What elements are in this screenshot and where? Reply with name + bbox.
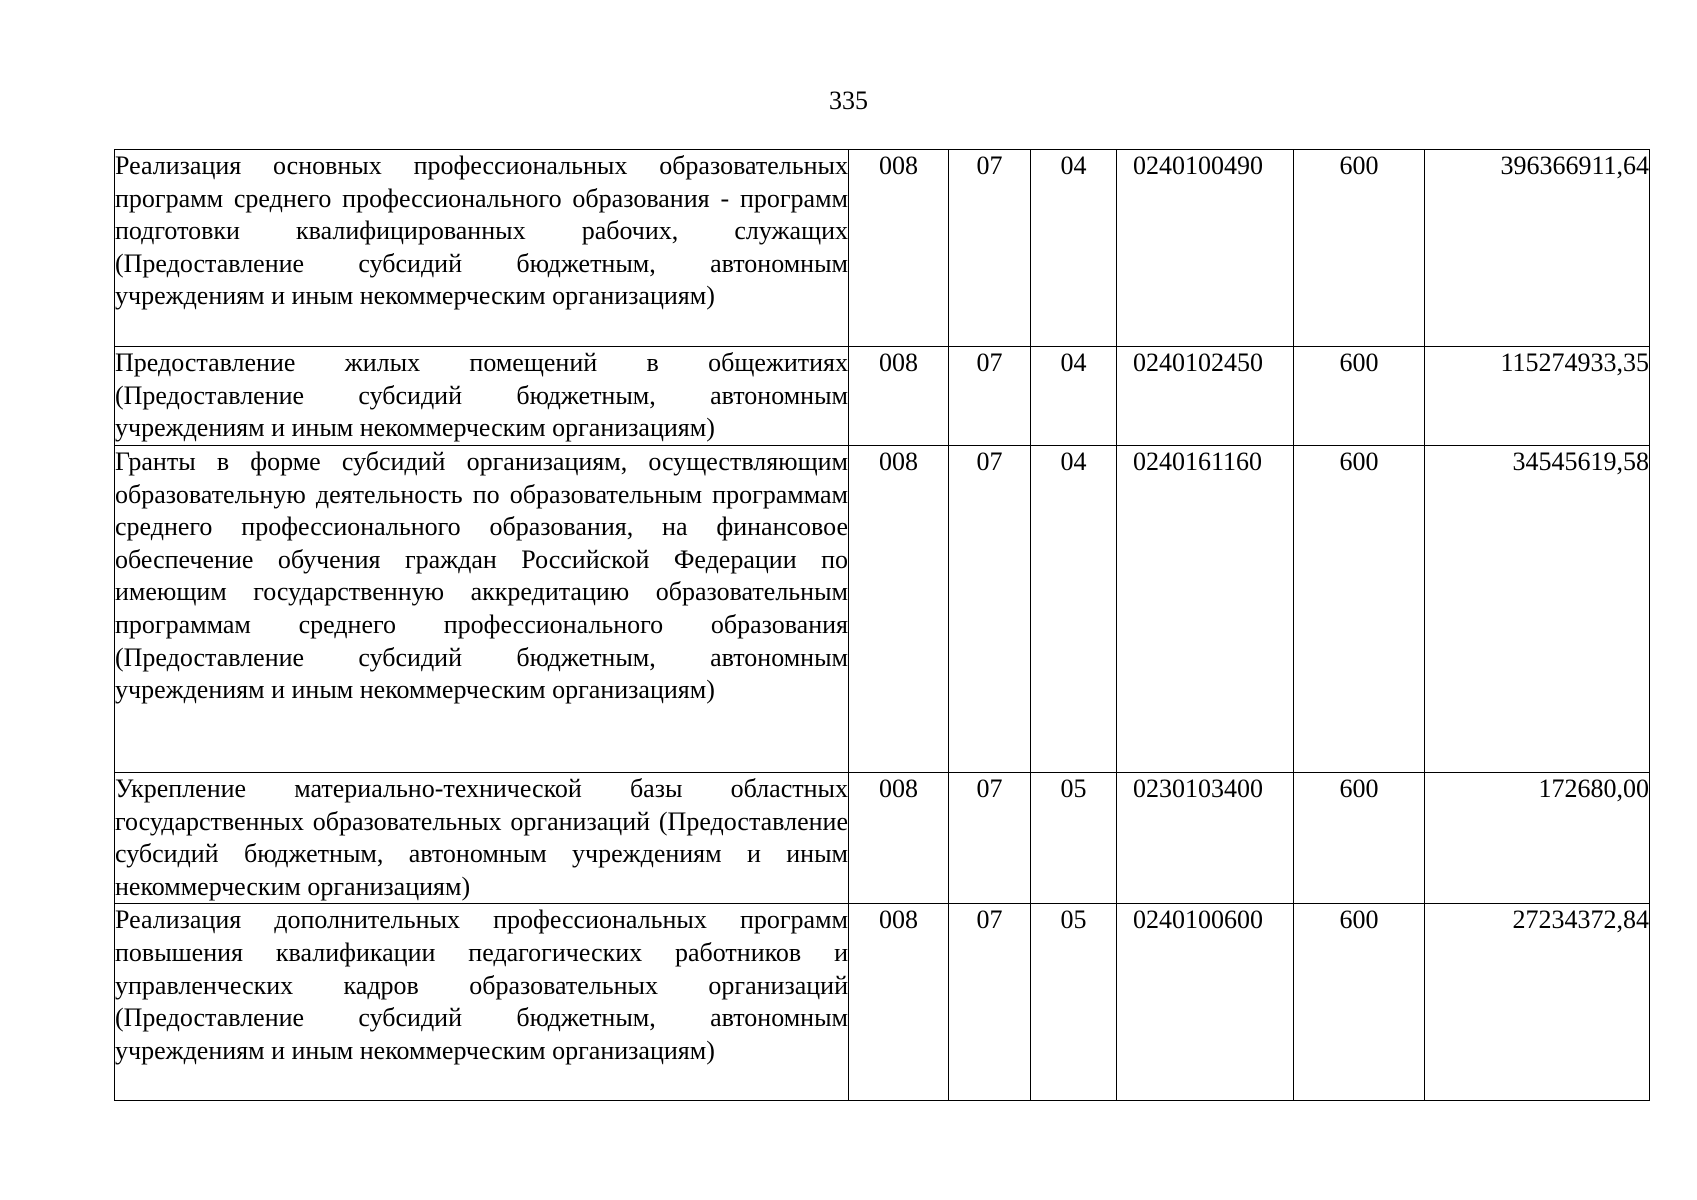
table-row (115, 773, 1650, 904)
row-description: Предоставление жилых помещений в общежитиях (Предоставление субсидий бюджетным, автономным учреждениям и иным некоммерческим организациям) (115, 347, 849, 446)
amount: 396366911,64 (1425, 150, 1650, 347)
row-description: Реализация дополнительных профессиональных программ повышения квалификации педагогических работников и управленческих кадров образовательных организаций (Предоставление субсидий бюджетным, автономным учреждениям и иным некоммерческим организациям) (115, 904, 849, 1101)
expense-type-code: 600 (1294, 347, 1425, 446)
table-row (115, 347, 1650, 446)
budget-table (114, 149, 1650, 1101)
ministry-code: 008 (849, 446, 949, 773)
subsection-code: 04 (1031, 150, 1117, 347)
subsection-code: 05 (1031, 773, 1117, 904)
section-code: 07 (949, 446, 1031, 773)
ministry-code: 008 (849, 904, 949, 1101)
expense-type-code: 600 (1294, 904, 1425, 1101)
row-description: Гранты в форме субсидий организациям, осуществляющим образовательную деятельность по образовательным программам среднего профессионального образования, на финансовое обеспечение обучения граждан Российской Федерации по имеющим государственную аккредитацию образовательным программам среднего профессионального образования (Предоставление субсидий бюджетным, автономным учреждениям и иным некоммерческим организациям) (115, 446, 849, 773)
table-row (115, 904, 1650, 1101)
row-description: Реализация основных профессиональных образовательных программ среднего профессионального образования - программ подготовки квалифицированных рабочих, служащих (Предоставление субсидий бюджетным, автономным учреждениям и иным некоммерческим организациям) (115, 150, 849, 347)
subsection-code: 04 (1031, 347, 1117, 446)
table-row (115, 446, 1650, 773)
subsection-code: 05 (1031, 904, 1117, 1101)
section-code: 07 (949, 150, 1031, 347)
section-code: 07 (949, 347, 1031, 446)
target-article-code: 0230103400 (1117, 773, 1294, 904)
section-code: 07 (949, 773, 1031, 904)
amount: 172680,00 (1425, 773, 1650, 904)
target-article-code: 0240100600 (1117, 904, 1294, 1101)
ministry-code: 008 (849, 150, 949, 347)
amount: 34545619,58 (1425, 446, 1650, 773)
table-row (115, 150, 1650, 347)
section-code: 07 (949, 904, 1031, 1101)
expense-type-code: 600 (1294, 150, 1425, 347)
target-article-code: 0240102450 (1117, 347, 1294, 446)
page-number: 335 (829, 86, 868, 115)
subsection-code: 04 (1031, 446, 1117, 773)
ministry-code: 008 (849, 773, 949, 904)
row-description: Укрепление материально-технической базы областных государственных образовательных организаций (Предоставление субсидий бюджетным, автономным учреждениям и иным некоммерческим организациям) (115, 773, 849, 904)
amount: 115274933,35 (1425, 347, 1650, 446)
ministry-code: 008 (849, 347, 949, 446)
expense-type-code: 600 (1294, 773, 1425, 904)
target-article-code: 0240161160 (1117, 446, 1294, 773)
expense-type-code: 600 (1294, 446, 1425, 773)
target-article-code: 0240100490 (1117, 150, 1294, 347)
amount: 27234372,84 (1425, 904, 1650, 1101)
